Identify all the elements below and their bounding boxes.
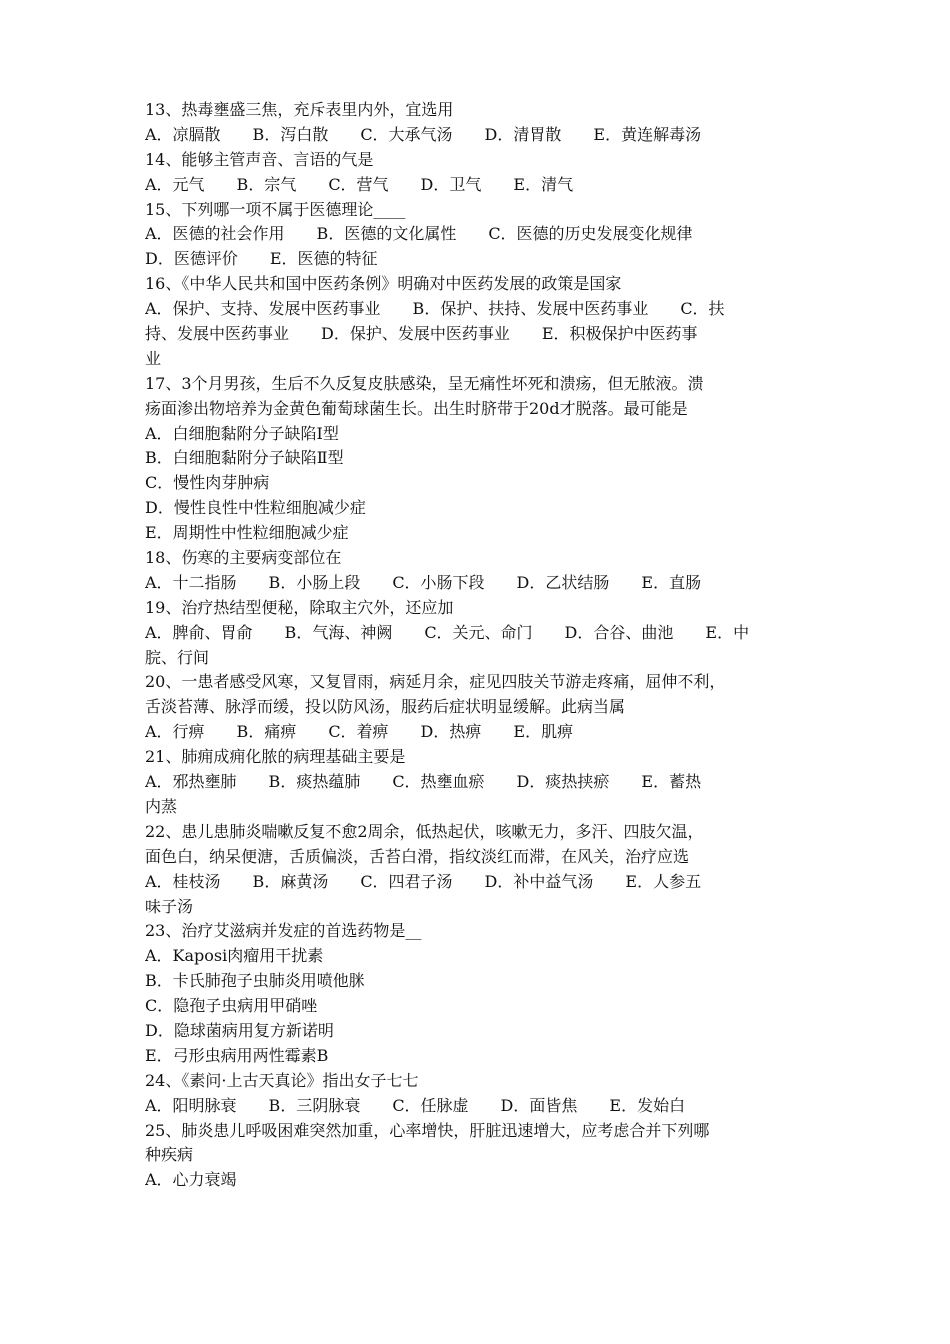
text-line: 15、下列哪一项不属于医德理论____: [145, 199, 406, 219]
text-line: A．白细胞黏附分子缺陷Ⅰ型: [145, 423, 339, 443]
text-line: D．隐球菌病用复方新诺明: [145, 1020, 334, 1040]
text-line: 25、肺炎患儿呼吸困难突然加重，心率增快，肝脏迅速增大，应考虑合并下列哪: [145, 1120, 710, 1140]
text-line: 14、能够主管声音、言语的气是: [145, 149, 374, 169]
text-line: 内蒸: [145, 796, 178, 816]
text-line: 16、《中华人民共和国中医药条例》明确对中医药发展的政策是国家: [145, 274, 622, 294]
document-page: [145, 98, 810, 1193]
text-line: A．行痹 B．痛痹 C．着痹 D．热痹 E．肌痹: [145, 722, 574, 742]
text-line: A．凉膈散 B．泻白散 C．大承气汤 D．清胃散 E．黄连解毒汤: [145, 124, 702, 144]
text-line: 17、3个月男孩，生后不久反复皮肤感染，呈无痛性坏死和溃疡，但无脓液。溃: [145, 373, 704, 393]
text-line: A．桂枝汤 B．麻黄汤 C．四君子汤 D．补中益气汤 E．人参五: [145, 871, 702, 891]
text-line: B．卡氏肺孢子虫肺炎用喷他脒: [145, 971, 365, 991]
text-line: E．弓形虫病用两性霉素B: [145, 1045, 329, 1065]
text-line: 脘、行间: [145, 647, 210, 667]
text-line: 22、患儿患肺炎喘嗽反复不愈2周余，低热起伏，咳嗽无力，多汗、四肢欠温，: [145, 821, 704, 841]
text-line: A．元气 B．宗气 C．营气 D．卫气 E．清气: [145, 174, 574, 194]
text-line: A．阳明脉衰 B．三阴脉衰 C．任脉虚 D．面皆焦 E．发始白: [145, 1095, 686, 1115]
text-line: 18、伤寒的主要病变部位在: [145, 548, 342, 568]
text-line: 种疾病: [145, 1145, 194, 1165]
text-line: A．十二指肠 B．小肠上段 C．小肠下段 D．乙状结肠 E．直肠: [145, 572, 702, 592]
text-line: A．邪热壅肺 B．痰热蕴肺 C．热壅血瘀 D．痰热挟瘀 E．蓄热: [145, 772, 702, 792]
text-line: 20、一患者感受风寒，又复冒雨，病延月余，症见四肢关节游走疼痛，屈伸不利，: [145, 672, 726, 692]
text-line: C．慢性肉芽肿病: [145, 473, 270, 493]
text-line: E．周期性中性粒细胞减少症: [145, 523, 349, 543]
text-line: B．白细胞黏附分子缺陷Ⅱ型: [145, 448, 344, 468]
text-line: 13、热毒壅盛三焦，充斥表里内外，宜选用: [145, 100, 454, 119]
text-line: 21、肺痈成痈化脓的病理基础主要是: [145, 747, 406, 767]
text-line: 23、治疗艾滋病并发症的首选药物是__: [145, 921, 422, 941]
text-line: 持、发展中医药事业 D．保护、发展中医药事业 E．积极保护中医药事: [145, 324, 698, 344]
text-line: A．Kaposi肉瘤用干扰素: [145, 946, 324, 966]
text-line: 疡面渗出物培养为金黄色葡萄球菌生长。出生时脐带于20d才脱落。最可能是: [145, 398, 688, 418]
text-line: A．心力衰竭: [145, 1170, 237, 1190]
text-line: A．脾俞、胃俞 B．气海、神阙 C．关元、命门 D．合谷、曲池 E．中: [145, 622, 750, 642]
text-line: D．医德评价 E．医德的特征: [145, 249, 378, 269]
text-line: 业: [145, 348, 162, 368]
text-line: A．保护、支持、发展中医药事业 B．保护、扶持、发展中医药事业 C．扶: [145, 299, 725, 319]
text-line: 味子汤: [145, 896, 194, 916]
text-line: C．隐孢子虫病用甲硝唑: [145, 996, 318, 1016]
text-line: 19、治疗热结型便秘，除取主穴外，还应加: [145, 597, 454, 617]
text-line: 面色白，纳呆便溏，舌质偏淡，舌苔白滑，指纹淡红而滞，在风关，治疗应选: [145, 846, 690, 866]
text-line: 24、《素问·上古天真论》指出女子七七: [145, 1070, 419, 1090]
text-line: 舌淡苔薄、脉浮而缓，投以防风汤，服药后症状明显缓解。此病当属: [145, 697, 626, 717]
text-line: D．慢性良性中性粒细胞减少症: [145, 498, 366, 518]
text-line: A．医德的社会作用 B．医德的文化属性 C．医德的历史发展变化规律: [145, 224, 693, 244]
